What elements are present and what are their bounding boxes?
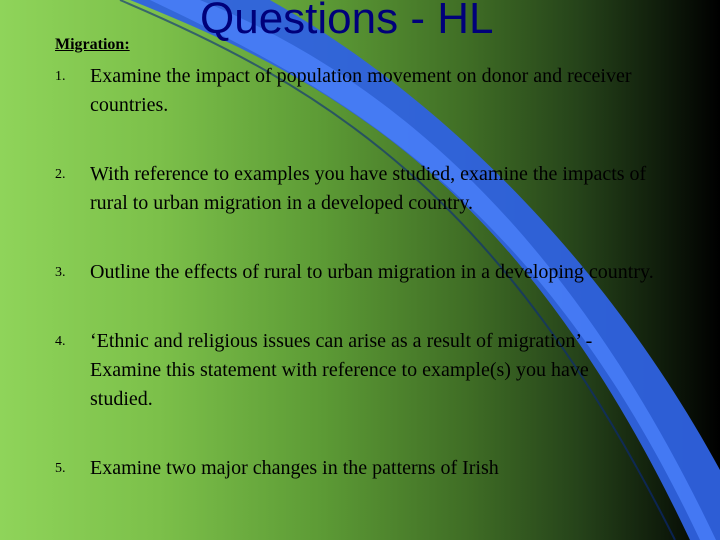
question-number: 1.: [55, 69, 66, 84]
slide-title: Questions - HL: [200, 0, 494, 43]
question-text: ‘Ethnic and religious issues can arise as a result of migration’ - Examine this statement with reference to example(s) you have studied.: [90, 330, 593, 410]
list-item: [55, 454, 655, 483]
list-item: [55, 327, 655, 414]
question-text: Outline the effects of rural to urban migration in a developing country.: [90, 261, 654, 283]
list-item: [55, 160, 655, 218]
question-number: 4.: [55, 334, 66, 349]
question-text: With reference to examples you have studied, examine the impacts of rural to urban migration in a developed country.: [90, 163, 647, 214]
question-text: Examine the impact of population movement on donor and receiver countries.: [90, 65, 632, 116]
question-list: [55, 62, 655, 523]
list-item: [55, 62, 655, 120]
section-label: Migration:: [55, 36, 130, 53]
question-number: 5.: [55, 461, 66, 476]
question-number: 2.: [55, 167, 66, 182]
list-item: [55, 258, 655, 287]
question-text: Examine two major changes in the patterns of Irish: [90, 457, 499, 479]
question-number: 3.: [55, 265, 66, 280]
